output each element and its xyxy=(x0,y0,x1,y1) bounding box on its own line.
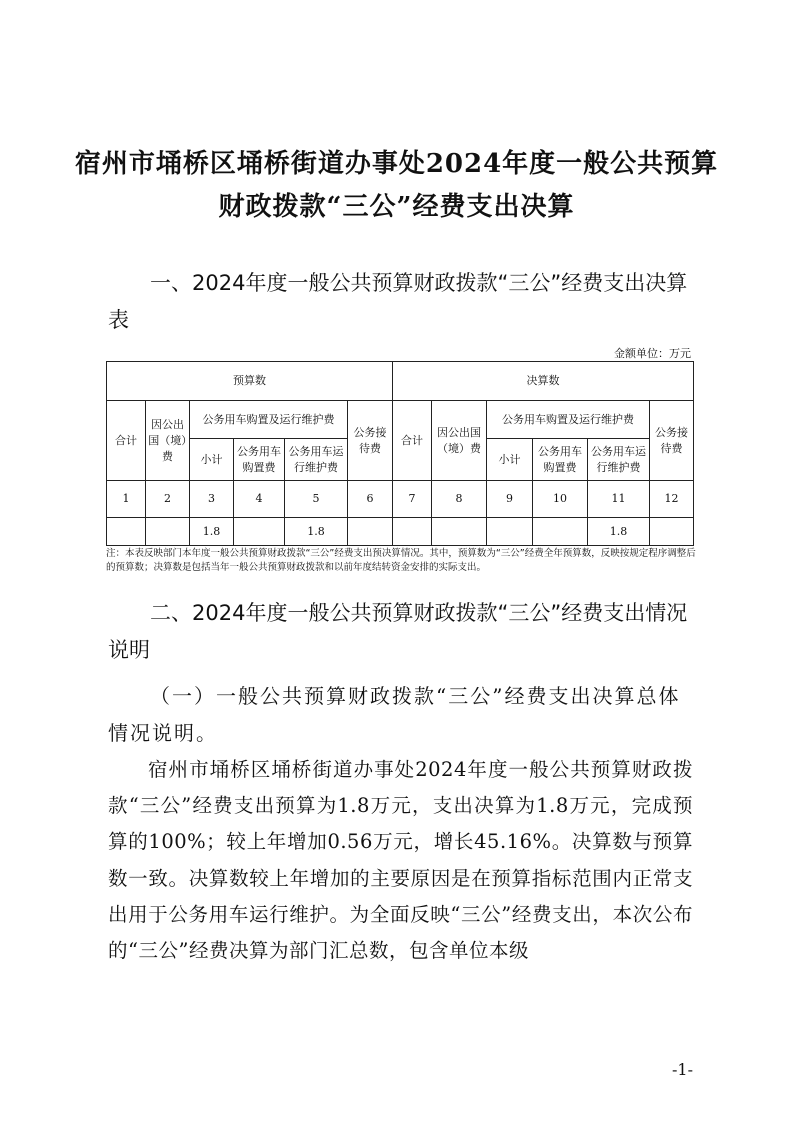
section1-heading: 一、2024年度一般公共预算财政拨款“三公”经费支出决算表 xyxy=(108,271,688,332)
header-budget-subtotal: 小计 xyxy=(190,439,234,481)
header-final-total: 合计 xyxy=(393,401,432,481)
index-cell: 5 xyxy=(285,481,348,518)
header-budget-reception: 公务接待费 xyxy=(348,401,393,481)
header-budget-vehicle-operation: 公务用车运行维护费 xyxy=(285,439,348,481)
data-cell: 1.8 xyxy=(588,518,650,546)
header-final-subtotal: 小计 xyxy=(487,439,533,481)
data-cell xyxy=(146,518,190,546)
data-cell xyxy=(487,518,533,546)
three-public-expenses-table xyxy=(106,361,694,546)
data-cell xyxy=(234,518,285,546)
header-final-vehicle-group: 公务用车购置及运行维护费 xyxy=(487,401,650,439)
header-budget-vehicle-purchase: 公务用车购置费 xyxy=(234,439,285,481)
body-paragraph: 宿州市埇桥区埇桥街道办事处2024年度一般公共预算财政拨款“三公”经费支出预算为1.8万元，支出决算为1.8万元，完成预算的100%；较上年增加0.56万元，增长45.16%。决算数与预算数一致。决算数较上年增加的主要原因是在预算指标范围内正常支出用于公务用车运行维护。为全面反映“三公”经费支出，本次公布的“三公”经费决算为部门汇总数，包含单位本级 xyxy=(108,758,693,963)
table-note: 注：本表反映部门本年度一般公共预算财政拨款“三公”经费支出预决算情况。其中，预算数为“三公”经费全年预算数，反映按规定程序调整后的预算数；决算数是包括当年一般公共预算财政拨款和以前年度结转资金安排的实际支出。 xyxy=(106,548,696,573)
header-budget-abroad: 因公出国（境）费 xyxy=(146,401,190,481)
data-cell xyxy=(348,518,393,546)
subsection1-heading: （一）一般公共预算财政拨款“三公”经费支出决算总体情况说明。 xyxy=(108,684,681,745)
index-cell: 10 xyxy=(533,481,588,518)
index-cell: 8 xyxy=(432,481,487,518)
header-final-vehicle-operation: 公务用车运行维护费 xyxy=(588,439,650,481)
index-cell: 9 xyxy=(487,481,533,518)
index-cell: 2 xyxy=(146,481,190,518)
document-title-line2: 财政拨款“三公”经费支出决算 xyxy=(218,192,575,222)
header-budget-total: 合计 xyxy=(107,401,146,481)
index-row xyxy=(107,481,694,518)
data-row xyxy=(107,518,694,546)
data-cell xyxy=(533,518,588,546)
data-cell xyxy=(393,518,432,546)
index-cell: 12 xyxy=(650,481,694,518)
index-cell: 1 xyxy=(107,481,146,518)
index-cell: 3 xyxy=(190,481,234,518)
page-number: -1- xyxy=(672,1060,693,1079)
index-cell: 4 xyxy=(234,481,285,518)
index-cell: 7 xyxy=(393,481,432,518)
data-cell xyxy=(432,518,487,546)
data-cell xyxy=(107,518,146,546)
data-cell: 1.8 xyxy=(285,518,348,546)
data-cell xyxy=(650,518,694,546)
section2-heading: 二、2024年度一般公共预算财政拨款“三公”经费支出情况说明 xyxy=(108,601,688,662)
document-title-line1: 宿州市埇桥区埇桥街道办事处2024年度一般公共预算 xyxy=(74,149,719,179)
unit-label: 金额单位：万元 xyxy=(614,347,691,360)
header-budget-group: 预算数 xyxy=(107,362,393,401)
index-cell: 11 xyxy=(588,481,650,518)
header-final-vehicle-purchase: 公务用车购置费 xyxy=(533,439,588,481)
header-final-reception: 公务接待费 xyxy=(650,401,694,481)
header-final-abroad: 因公出国（境）费 xyxy=(432,401,487,481)
data-cell: 1.8 xyxy=(190,518,234,546)
header-final-group: 决算数 xyxy=(393,362,694,401)
index-cell: 6 xyxy=(348,481,393,518)
header-budget-vehicle-group: 公务用车购置及运行维护费 xyxy=(190,401,348,439)
